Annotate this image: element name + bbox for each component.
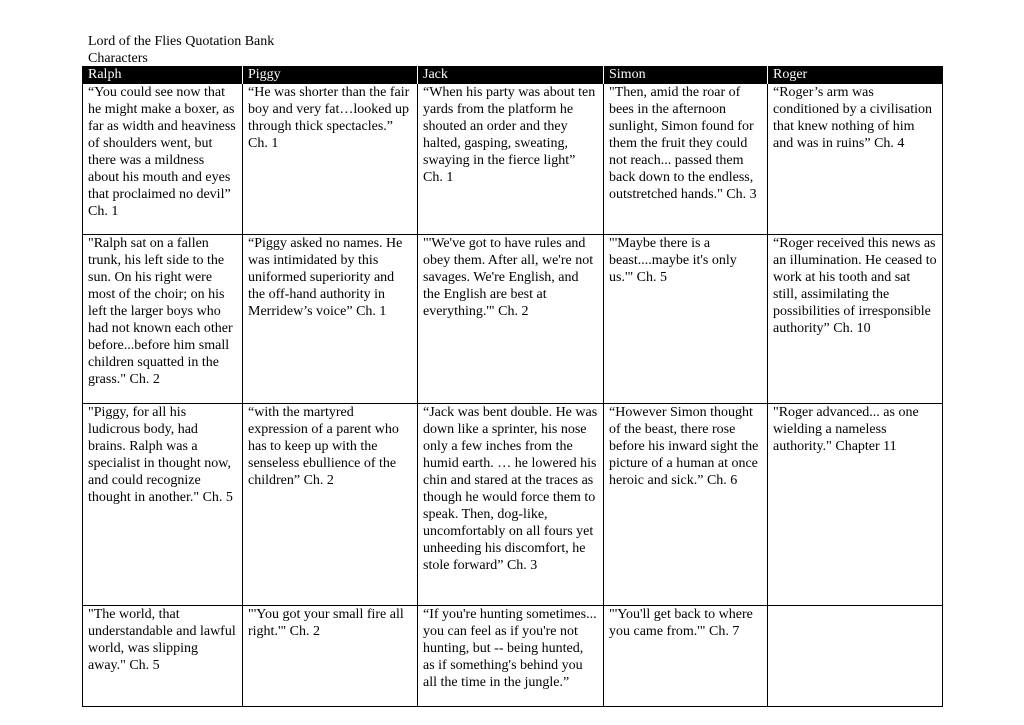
quote-text: "Ralph sat on a fallen trunk, his left side to the sun. On his right were most of the choir; on his left the larger boys who had not known each other before...before him small children squatted in the grass." Ch. 2 [88, 236, 233, 387]
quote-text: “Piggy asked no names. He was intimidated by this uniformed superiority and the off-hand authority in Merridew’s voice” Ch. 1 [248, 236, 403, 319]
quote-cell-jack [418, 606, 604, 707]
quote-text: "Roger advanced... as one wielding a nameless authority." Chapter 11 [773, 405, 919, 454]
quote-text: “However Simon thought of the beast, there rose before his inward sight the picture of a human at once heroic and sick.” Ch. 6 [609, 405, 759, 488]
column-header-piggy: Piggy [243, 66, 418, 84]
quote-text: "'Maybe there is a beast....maybe it's only us.'" Ch. 5 [609, 236, 737, 285]
quote-cell-roger [768, 606, 943, 707]
column-header-ralph: Ralph [83, 66, 243, 84]
quote-cell-piggy [243, 404, 418, 606]
quote-text: “Roger received this news as an illumination. He ceased to work at his tooth and sat still, assimilating the possibilities of irresponsible authority” Ch. 10 [773, 236, 937, 336]
quote-text: “You could see now that he might make a boxer, as far as width and heaviness of shoulders went, but there was a mildness about his mouth and eyes that proclaimed no devil” Ch. 1 [88, 85, 236, 219]
quote-cell-ralph [83, 404, 243, 606]
quote-text: "Piggy, for all his ludicrous body, had brains. Ralph was a specialist in thought now, and could recognize thought in another." Ch. 5 [88, 405, 233, 505]
quote-cell-roger [768, 235, 943, 404]
quote-cell-jack [418, 84, 604, 235]
quote-text: “with the martyred expression of a parent who has to keep up with the senseless ebullience of the children” Ch. 2 [248, 405, 399, 488]
table-row [83, 235, 943, 404]
table-row [83, 84, 943, 235]
quote-text: "The world, that understandable and lawful world, was slipping away." Ch. 5 [88, 607, 236, 673]
table-row [83, 404, 943, 606]
quote-cell-ralph [83, 235, 243, 404]
column-header-simon: Simon [604, 66, 768, 84]
document-subtitle: Characters [88, 51, 148, 66]
quote-text: "'We've got to have rules and obey them. After all, we're not savages. We're English, and the English are best at everything.'" Ch. 2 [423, 236, 594, 319]
quote-cell-piggy [243, 84, 418, 235]
header-row [83, 66, 943, 84]
quote-text: “He was shorter than the fair boy and very fat…looked up through thick spectacles.” Ch. 1 [248, 85, 410, 151]
quote-text: “If you're hunting sometimes... you can feel as if you're not hunting, but -- being hunted, as if something's behind you all the time in the jungle.” [423, 607, 597, 690]
quote-text: "Then, amid the roar of bees in the afternoon sunlight, Simon found for them the fruit they could not reach... passed them back down to the endless, outstretched hands." Ch. 3 [609, 85, 757, 202]
quotation-table [82, 66, 943, 707]
quote-cell-roger [768, 404, 943, 606]
quote-cell-ralph [83, 84, 243, 235]
quote-cell-simon [604, 235, 768, 404]
quote-cell-simon [604, 84, 768, 235]
quote-cell-simon [604, 606, 768, 707]
quote-cell-roger [768, 84, 943, 235]
column-header-jack: Jack [418, 66, 604, 84]
quote-cell-jack [418, 404, 604, 606]
table-row [83, 606, 943, 707]
quote-text: “Roger’s arm was conditioned by a civilisation that knew nothing of him and was in ruins” Ch. 4 [773, 85, 933, 151]
quote-cell-piggy [243, 606, 418, 707]
column-header-roger: Roger [768, 66, 943, 84]
quote-cell-ralph [83, 606, 243, 707]
quote-text: "'You'll get back to where you came from.'" Ch. 7 [609, 607, 753, 639]
quote-text: “Jack was bent double. He was down like a sprinter, his nose only a few inches from the humid earth. … he lowered his chin and stared at the traces as though he would force them to speak. Then, dog-like, uncomfortably on all fours yet unheeding his discomfort, he stole forward” Ch. 3 [423, 405, 598, 573]
quote-text: "'You got your small fire all right.'" Ch. 2 [248, 607, 404, 639]
quote-cell-piggy [243, 235, 418, 404]
quote-cell-jack [418, 235, 604, 404]
quote-cell-simon [604, 404, 768, 606]
document-title: Lord of the Flies Quotation Bank [88, 34, 275, 49]
quote-text: “When his party was about ten yards from the platform he shouted an order and they halted, gasping, sweating, swaying in the fierce light” Ch. 1 [423, 85, 596, 185]
